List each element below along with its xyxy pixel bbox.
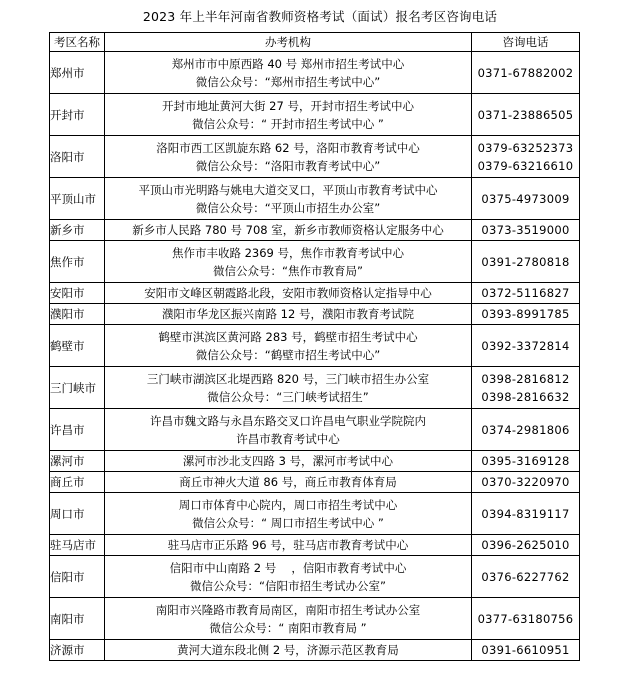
phone-number: 0371-67882002 bbox=[477, 65, 574, 80]
phone-number: 0394-8319117 bbox=[481, 506, 570, 521]
phone-number: 0391-6610951 bbox=[481, 643, 570, 657]
page-title: 2023 年上半年河南省教师资格考试（面试）报名考区咨询电话 bbox=[142, 9, 498, 24]
header-row bbox=[50, 33, 580, 52]
org-line: 洛阳市西工区凯旋东路 62 号，洛阳市教育考试中心 bbox=[156, 140, 420, 155]
cell-org bbox=[105, 241, 472, 283]
cell-org bbox=[105, 409, 472, 451]
phone-number: 0377-63180756 bbox=[477, 611, 574, 626]
cell-phone bbox=[472, 472, 580, 493]
cell-city: 三门峡市 bbox=[50, 367, 105, 409]
org-line: 平顶山市光明路与姚电大道交叉口，平顶山市教育考试中心 bbox=[138, 182, 438, 197]
cell-city: 商丘市 bbox=[50, 472, 105, 493]
cell-phone bbox=[472, 241, 580, 283]
phone-number: 0391-2780818 bbox=[481, 254, 570, 269]
cell-city: 焦作市 bbox=[50, 241, 105, 283]
org-line: 黄河大道东段北侧 2 号，济源示范区教育局 bbox=[177, 643, 399, 657]
org-line: 微信公众号：“ 南阳市教育局 ” bbox=[209, 620, 367, 635]
cell-phone bbox=[472, 304, 580, 325]
phone-number: 0376-6227762 bbox=[481, 569, 570, 584]
org-line: 开封市地址黄河大街 27 号，开封市招生考试中心 bbox=[162, 98, 414, 113]
phone-number: 0371-23886505 bbox=[477, 107, 574, 122]
table-row bbox=[50, 136, 580, 178]
cell-city: 郑州市 bbox=[50, 52, 105, 94]
org-line: 微信公众号：“洛阳市教育考试中心” bbox=[195, 158, 381, 173]
table-row bbox=[50, 472, 580, 493]
phone-number: 0370-3220970 bbox=[481, 475, 570, 489]
phone-number: 0396-2625010 bbox=[481, 538, 570, 552]
cell-org bbox=[105, 136, 472, 178]
phone-number: 0398-2816632 bbox=[481, 389, 570, 404]
cell-phone bbox=[472, 178, 580, 220]
cell-org bbox=[105, 325, 472, 367]
cell-city: 新乡市 bbox=[50, 220, 105, 241]
phone-number: 0395-3169128 bbox=[481, 454, 570, 468]
phone-number: 0379-63216610 bbox=[477, 158, 574, 173]
cell-city: 许昌市 bbox=[50, 409, 105, 451]
phone-number: 0393-8991785 bbox=[481, 307, 570, 321]
cell-city: 开封市 bbox=[50, 94, 105, 136]
header-phone: 咨询电话 bbox=[472, 33, 580, 52]
cell-org bbox=[105, 367, 472, 409]
org-line: 微信公众号：“郑州市招生考试中心” bbox=[195, 74, 381, 89]
cell-org bbox=[105, 493, 472, 535]
cell-org bbox=[105, 598, 472, 640]
cell-phone bbox=[472, 535, 580, 556]
org-line: 微信公众号：“焦作市教育局” bbox=[213, 263, 363, 278]
cell-org bbox=[105, 640, 472, 661]
org-line: 信阳市中山南路 2 号 ，信阳市教育考试中心 bbox=[169, 560, 407, 575]
cell-phone bbox=[472, 283, 580, 304]
cell-org bbox=[105, 94, 472, 136]
phone-number: 0372-5116827 bbox=[481, 286, 570, 300]
org-line: 安阳市文峰区朝霞路北段，安阳市教师资格认定指导中心 bbox=[144, 286, 432, 300]
org-line: 濮阳市华龙区振兴南路 12 号，濮阳市教育考试院 bbox=[162, 307, 414, 321]
cell-city: 濮阳市 bbox=[50, 304, 105, 325]
phone-number: 0375-4973009 bbox=[481, 191, 570, 206]
cell-phone bbox=[472, 52, 580, 94]
cell-org bbox=[105, 283, 472, 304]
org-line: 微信公众号：“鹤壁市招生考试中心” bbox=[195, 347, 381, 362]
org-line: 微信公众号：“平顶山市招生办公室” bbox=[195, 200, 381, 215]
cell-city: 鹤壁市 bbox=[50, 325, 105, 367]
table-row bbox=[50, 220, 580, 241]
cell-city: 济源市 bbox=[50, 640, 105, 661]
cell-city: 南阳市 bbox=[50, 598, 105, 640]
cell-org bbox=[105, 220, 472, 241]
cell-city: 漯河市 bbox=[50, 451, 105, 472]
org-line: 新乡市人民路 780 号 708 室，新乡市教师资格认定服务中心 bbox=[132, 223, 444, 237]
table-row bbox=[50, 367, 580, 409]
org-line: 郑州市市中原西路 40 号 郑州市招生考试中心 bbox=[171, 56, 405, 71]
cell-phone bbox=[472, 493, 580, 535]
table-body bbox=[50, 52, 580, 661]
cell-phone bbox=[472, 598, 580, 640]
cell-phone bbox=[472, 136, 580, 178]
table-row bbox=[50, 535, 580, 556]
table-row bbox=[50, 556, 580, 598]
table-row bbox=[50, 409, 580, 451]
table-row bbox=[50, 178, 580, 220]
table-row bbox=[50, 94, 580, 136]
cell-phone bbox=[472, 325, 580, 367]
table-row bbox=[50, 52, 580, 94]
table-row bbox=[50, 640, 580, 661]
org-line: 许昌市魏文路与永昌东路交叉口许昌电气职业学院院内 bbox=[150, 413, 426, 428]
cell-city: 驻马店市 bbox=[50, 535, 105, 556]
table-row bbox=[50, 241, 580, 283]
phone-number: 0373-3519000 bbox=[481, 223, 570, 237]
cell-org bbox=[105, 304, 472, 325]
cell-org bbox=[105, 178, 472, 220]
cell-org bbox=[105, 535, 472, 556]
contact-table bbox=[49, 32, 580, 661]
cell-org bbox=[105, 556, 472, 598]
org-line: 三门峡市湖滨区北堤西路 820 号，三门峡市招生办公室 bbox=[146, 371, 430, 386]
cell-org bbox=[105, 52, 472, 94]
table-row bbox=[50, 493, 580, 535]
org-line: 驻马店市正乐路 96 号，驻马店市教育考试中心 bbox=[167, 538, 409, 552]
cell-city: 洛阳市 bbox=[50, 136, 105, 178]
cell-org bbox=[105, 451, 472, 472]
table-row bbox=[50, 325, 580, 367]
org-line: 微信公众号：“ 周口市招生考试中心 ” bbox=[192, 515, 384, 530]
cell-phone bbox=[472, 640, 580, 661]
org-line: 焦作市丰收路 2369 号，焦作市教育考试中心 bbox=[171, 245, 405, 260]
cell-org bbox=[105, 472, 472, 493]
cell-city: 信阳市 bbox=[50, 556, 105, 598]
cell-city: 周口市 bbox=[50, 493, 105, 535]
org-line: 微信公众号：“三门峡考试招生” bbox=[207, 389, 369, 404]
cell-phone bbox=[472, 367, 580, 409]
org-line: 许昌市教育考试中心 bbox=[236, 431, 340, 446]
table-row bbox=[50, 451, 580, 472]
cell-city: 安阳市 bbox=[50, 283, 105, 304]
cell-phone bbox=[472, 451, 580, 472]
phone-number: 0379-63252373 bbox=[477, 140, 574, 155]
cell-phone bbox=[472, 409, 580, 451]
org-line: 南阳市兴隆路市教育局南区，南阳市招生考试办公室 bbox=[155, 602, 421, 617]
header-city: 考区名称 bbox=[50, 33, 105, 52]
cell-phone bbox=[472, 556, 580, 598]
phone-number: 0392-3372814 bbox=[481, 338, 570, 353]
org-line: 商丘市神火大道 86 号，商丘市教育体育局 bbox=[179, 475, 397, 489]
org-line: 微信公众号：“ 开封市招生考试中心 ” bbox=[192, 116, 384, 131]
cell-phone bbox=[472, 220, 580, 241]
phone-number: 0374-2981806 bbox=[481, 422, 570, 437]
table-row bbox=[50, 598, 580, 640]
org-line: 漯河市沙北支四路 3 号，漯河市考试中心 bbox=[182, 454, 394, 468]
header-org: 办考机构 bbox=[105, 33, 472, 52]
phone-number: 0398-2816812 bbox=[481, 371, 570, 386]
table-row bbox=[50, 283, 580, 304]
org-line: 鹤壁市淇滨区黄河路 283 号，鹤壁市招生考试中心 bbox=[158, 329, 418, 344]
cell-city: 平顶山市 bbox=[50, 178, 105, 220]
org-line: 周口市体育中心院内，周口市招生考试中心 bbox=[178, 497, 398, 512]
table-row bbox=[50, 304, 580, 325]
cell-phone bbox=[472, 94, 580, 136]
org-line: 微信公众号：“信阳市招生考试办公室” bbox=[190, 578, 386, 593]
